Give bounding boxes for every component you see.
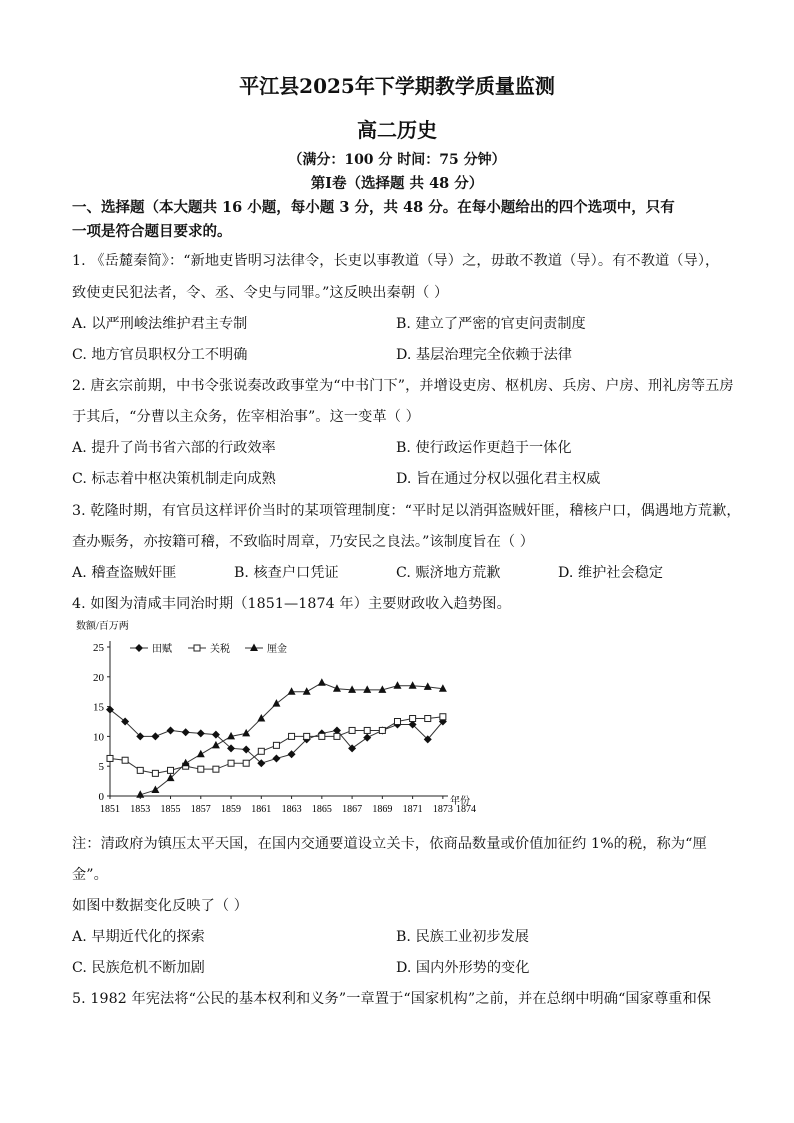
data-point-square — [258, 748, 264, 754]
data-point-triangle — [348, 685, 356, 693]
data-point-triangle — [409, 681, 417, 689]
series-square-open — [107, 714, 446, 777]
data-point-diamond — [197, 729, 205, 737]
x-axis-label: 年份 — [450, 796, 470, 807]
q4-option-d: D. 国内外形势的变化 — [396, 960, 530, 976]
data-point-diamond — [272, 754, 280, 762]
q5-stem-line1: 5. 1982 年宪法将“公民的基本权利和义务”一章置于“国家机构”之前，并在总纲中明确“国家尊重和保 — [72, 991, 712, 1007]
data-point-square — [228, 760, 234, 766]
x-tick-label: 1865 — [311, 804, 332, 815]
q3-option-a: A. 稽查盗贼奸匪 — [72, 565, 177, 581]
data-point-triangle — [212, 741, 220, 749]
q3-option-d: D. 维护社会稳定 — [558, 565, 664, 581]
x-tick-label: 1873 — [432, 804, 453, 815]
data-point-square — [243, 760, 249, 766]
data-point-triangle — [250, 644, 258, 652]
q4-stem: 4. 如图为清咸丰同治时期（1851—1874 年）主要财政收入趋势图。 — [72, 596, 511, 612]
legend-label: 关税 — [210, 644, 230, 655]
data-point-diamond — [182, 728, 190, 736]
section-heading-line2: 一项是符合题目要求的。 — [72, 223, 232, 240]
data-point-square — [194, 645, 200, 651]
data-point-diamond — [135, 644, 143, 652]
q3-stem-line2: 查办赈务，亦按籍可稽，不致临时周章，乃安民之良法。”该制度旨在（ ） — [72, 534, 535, 550]
x-tick-label: 1853 — [130, 804, 151, 815]
x-tick-label: 1851 — [100, 804, 120, 815]
data-point-square — [304, 733, 310, 739]
data-point-diamond — [151, 732, 159, 740]
chart-axes — [93, 641, 476, 815]
fiscal-revenue-chart — [70, 617, 480, 822]
y-axis-label: 数额/百万两 — [76, 621, 129, 632]
data-point-square — [440, 714, 446, 720]
data-point-square — [122, 757, 128, 763]
chart-plot-area — [106, 678, 447, 798]
x-tick-label: 1869 — [372, 804, 393, 815]
data-point-square — [107, 755, 113, 761]
x-tick-label: 1857 — [190, 804, 211, 815]
data-point-triangle — [303, 687, 311, 695]
q4-option-c: C. 民族危机不断加剧 — [72, 960, 205, 976]
data-point-square — [334, 733, 340, 739]
data-point-square — [289, 733, 295, 739]
x-tick-label: 1859 — [221, 804, 242, 815]
data-point-square — [425, 716, 431, 722]
q2-option-b: B. 使行政运作更趋于一体化 — [396, 440, 572, 456]
score-time: （满分：100 分 时间：75 分钟） — [288, 152, 506, 168]
data-point-triangle — [363, 685, 371, 693]
data-point-square — [319, 733, 325, 739]
chart-legend — [130, 642, 287, 655]
data-point-triangle — [197, 750, 205, 758]
q3-option-b: B. 核查户口凭证 — [234, 565, 339, 581]
x-tick-label: 1867 — [342, 804, 363, 815]
y-tick-label: 25 — [93, 642, 104, 654]
data-point-square — [379, 727, 385, 733]
data-point-triangle — [182, 759, 190, 767]
q4-note-line1: 注：清政府为镇压太平天国，在国内交通要道设立关卡，依商品数量或价值加征约 1%的税，称为“厘 — [72, 836, 707, 852]
exam-title: 平江县2025年下学期教学质量监测 — [239, 74, 555, 98]
x-tick-label: 1874 — [456, 804, 476, 815]
q3-option-c: C. 赈济地方荒歉 — [396, 565, 501, 581]
section-heading-line1: 一、选择题（本大题共 16 小题，每小题 3 分，共 48 分。在每小题给出的四个选项中，只有 — [72, 199, 675, 216]
data-point-triangle — [288, 687, 296, 695]
x-tick-label: 1863 — [281, 804, 302, 815]
q4-option-b: B. 民族工业初步发展 — [396, 929, 529, 945]
data-point-square — [364, 727, 370, 733]
data-point-diamond — [167, 726, 175, 734]
q1-option-c: C. 地方官员职权分工不明确 — [72, 347, 248, 363]
q1-stem-line2: 致使吏民犯法者，令、丞、令史与同罪。”这反映出秦朝（ ） — [72, 285, 449, 301]
y-tick-label: 0 — [98, 791, 104, 803]
legend-label: 田赋 — [152, 644, 172, 655]
legend-label: 厘金 — [267, 644, 287, 655]
x-tick-label: 1855 — [160, 804, 181, 815]
q3-stem-line1: 3. 乾隆时期，有官员这样评价当时的某项管理制度：“平时足以消弭盗贼奸匪，稽核户口，偶遇地方荒歉， — [72, 503, 741, 519]
x-tick-label: 1871 — [402, 804, 423, 815]
y-tick-label: 15 — [93, 701, 104, 714]
q1-option-b: B. 建立了严密的官吏问责制度 — [396, 316, 586, 332]
y-tick-label: 20 — [93, 671, 104, 684]
q1-stem-line1: 1. 《岳麓秦简》：“新地吏皆明习法律令，长吏以事教道（导）之，毋敢不教道（导）。有不教道（导）， — [72, 253, 720, 269]
data-point-square — [137, 767, 143, 773]
q4-question: 如图中数据变化反映了（ ） — [72, 898, 249, 914]
data-point-square — [349, 727, 355, 733]
data-point-square — [168, 767, 174, 773]
part-title: 第Ⅰ卷（选择题 共 48 分） — [310, 175, 484, 192]
q2-option-c: C. 标志着中枢决策机制走向成熟 — [72, 471, 276, 487]
data-point-square — [394, 719, 400, 725]
q2-stem-line1: 2. 唐玄宗前期，中书令张说奏改政事堂为“中书门下”，并增设吏房、枢机房、兵房、户房、刑礼房等五房 — [72, 378, 734, 394]
data-point-square — [410, 716, 416, 722]
y-tick-label: 10 — [93, 731, 104, 744]
q2-stem-line2: 于其后，“分曹以主众务，佐宰相治事”。这一变革（ ） — [72, 409, 420, 425]
data-point-triangle — [272, 699, 280, 707]
data-point-triangle — [393, 681, 401, 689]
q4-option-a: A. 早期近代化的探索 — [72, 929, 205, 945]
q1-option-d: D. 基层治理完全依赖于法律 — [396, 347, 572, 363]
data-point-square — [198, 766, 204, 772]
data-point-square — [213, 766, 219, 772]
data-point-diamond — [363, 734, 371, 742]
series-diamond — [106, 706, 447, 768]
data-point-triangle — [318, 678, 326, 686]
data-point-square — [273, 742, 279, 748]
x-tick-label: 1861 — [251, 804, 272, 815]
q4-note-line2: 金”。 — [72, 867, 108, 883]
q1-option-a: A. 以严刑峻法维护君主专制 — [72, 316, 248, 332]
data-point-triangle — [424, 682, 432, 690]
q2-option-d: D. 旨在通过分权以强化君主权威 — [396, 471, 601, 487]
data-point-triangle — [151, 786, 159, 794]
q2-option-a: A. 提升了尚书省六部的行政效率 — [72, 440, 276, 456]
subject-title: 高二历史 — [357, 118, 437, 142]
data-point-square — [152, 770, 158, 776]
y-tick-label: 5 — [98, 761, 104, 774]
